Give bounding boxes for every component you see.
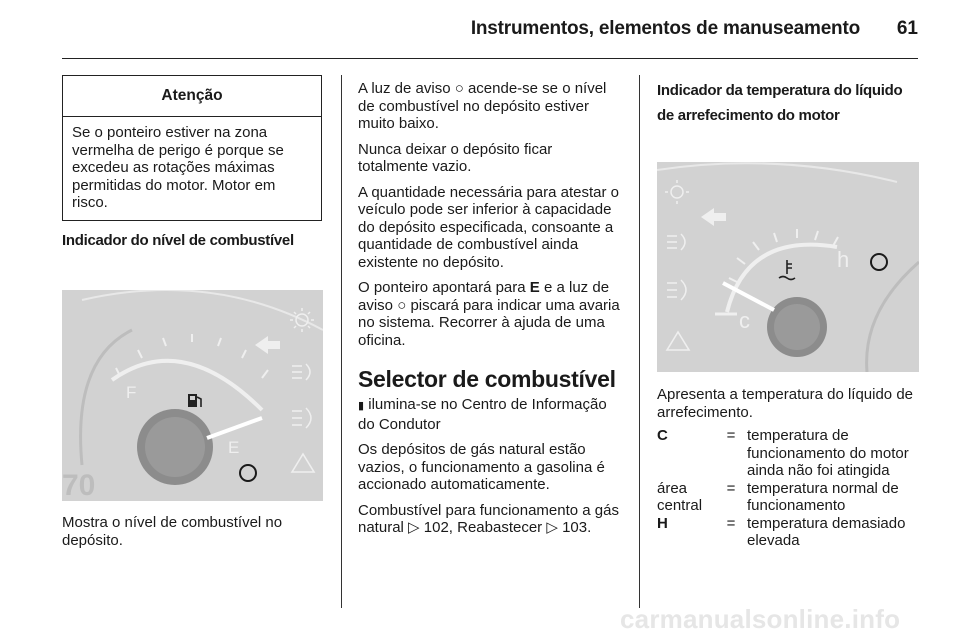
speedometer-number: 70 bbox=[62, 469, 96, 501]
paragraph-references: Combustível para funcionamento a gás natural ▷ 102, Reabastecer ▷ 103. bbox=[358, 501, 619, 536]
definition-row bbox=[657, 515, 925, 550]
fuel-level-heading: Indicador do nível de combustível bbox=[62, 232, 294, 249]
column-divider bbox=[341, 75, 342, 608]
paragraph: Nunca deixar o depósito ficar totalmente vazio. bbox=[358, 140, 553, 175]
definition-term: área central bbox=[657, 479, 703, 514]
fuel-selector-heading: Selector de combustível bbox=[358, 366, 616, 392]
coolant-definitions bbox=[657, 427, 925, 550]
coolant-caption: Apresenta a temperatura do líquido de arrefecimento. bbox=[657, 386, 914, 421]
definition-row bbox=[657, 427, 925, 480]
paragraph-selector: ▮ ilumina-se no Centro de Informação do Condutor bbox=[358, 396, 607, 433]
paragraph-pointer: O ponteiro apontará para E e a luz de aviso ○ piscará para indicar uma avaria no sistema. Recorrer à ajuda de uma oficina. bbox=[358, 279, 620, 349]
warning-text: Se o ponteiro estiver na zona vermelha de perigo é porque se excedeu as rotações máximas permitidas do motor. Motor em risco. bbox=[72, 124, 284, 211]
definition-description: temperatura de funcionamento do motor ainda não foi atingida bbox=[747, 427, 909, 479]
fuel-level-caption: Mostra o nível de combustível no depósito. bbox=[62, 514, 283, 549]
page-number: 61 bbox=[896, 18, 918, 39]
fuel-pump-icon: ▮ bbox=[358, 400, 365, 412]
warning-title: Atenção bbox=[63, 76, 321, 117]
fuel-empty-label: E bbox=[228, 438, 240, 457]
coolant-temperature-heading: Indicador da temperatura do líquido de arrefecimento do motor bbox=[657, 82, 903, 124]
fuel-full-label: F bbox=[126, 383, 137, 402]
paragraph-warning-light: A luz de aviso ○ acende-se se o nível de combustível no depósito estiver muito baixo. bbox=[358, 80, 607, 132]
definition-equals: = bbox=[726, 479, 736, 497]
definition-equals: = bbox=[726, 427, 736, 444]
fuel-gauge-illustration bbox=[62, 290, 323, 501]
definition-description: temperatura normal de funcionamento bbox=[747, 479, 899, 514]
circle-icon: ○ bbox=[397, 296, 407, 314]
coolant-gauge-illustration bbox=[657, 162, 919, 372]
page-reference-icon: ▷ bbox=[546, 519, 558, 536]
paragraph: A quantidade necessária para atestar o veículo pode ser inferior à capacidade do depósito especificada, consoante a quantidade de combustível ainda existente no depósito. bbox=[358, 183, 620, 271]
coolant-cold-label: c bbox=[739, 308, 750, 333]
definition-term: H bbox=[657, 514, 668, 532]
page-reference-icon: ▷ bbox=[408, 519, 420, 536]
header-rule bbox=[62, 58, 918, 59]
running-header-title: Instrumentos, elementos de manuseamento bbox=[470, 18, 860, 39]
circle-icon: ○ bbox=[454, 80, 464, 97]
column-divider bbox=[639, 75, 640, 608]
warning-box bbox=[62, 75, 322, 221]
definition-row bbox=[657, 480, 925, 515]
definition-description: temperatura demasiado elevada bbox=[747, 514, 906, 549]
definition-term: C bbox=[657, 427, 668, 444]
paragraph: Os depósitos de gás natural estão vazios, o funcionamento a gasolina é accionado automaticamente. bbox=[358, 441, 605, 493]
watermark: carmanualsonline.info bbox=[620, 604, 901, 634]
middle-column bbox=[358, 80, 626, 545]
definition-equals: = bbox=[726, 514, 736, 532]
coolant-hot-label: h bbox=[837, 247, 850, 272]
